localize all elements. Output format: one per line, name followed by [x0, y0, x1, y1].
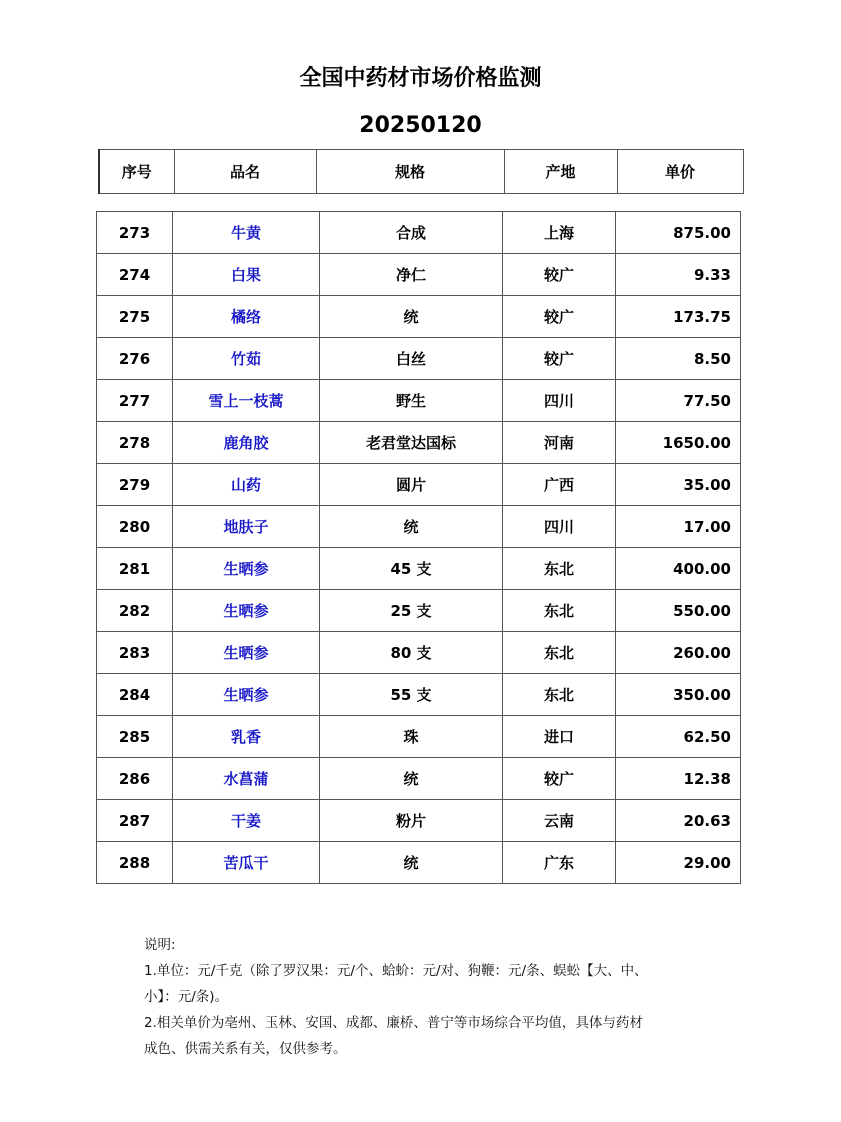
cell-price: 17.00 [616, 506, 741, 548]
cell-seq: 281 [97, 548, 173, 590]
header-row [99, 150, 743, 194]
cell-spec: 老君堂达国标 [320, 422, 503, 464]
cell-name: 橘络 [173, 296, 320, 338]
cell-origin: 东北 [503, 632, 616, 674]
table-row [97, 758, 741, 800]
cell-spec: 合成 [320, 212, 503, 254]
cell-price: 875.00 [616, 212, 741, 254]
cell-spec: 45 支 [320, 548, 503, 590]
cell-price: 20.63 [616, 800, 741, 842]
cell-seq: 284 [97, 674, 173, 716]
cell-spec: 25 支 [320, 590, 503, 632]
cell-origin: 较广 [503, 758, 616, 800]
notes-line: 成色、供需关系有关，仅供参考。 [144, 1041, 347, 1057]
cell-spec: 80 支 [320, 632, 503, 674]
cell-spec: 统 [320, 296, 503, 338]
cell-name: 雪上一枝蒿 [173, 380, 320, 422]
table-header [98, 149, 744, 194]
cell-origin: 较广 [503, 338, 616, 380]
table-row [97, 674, 741, 716]
cell-price: 550.00 [616, 590, 741, 632]
cell-name: 生晒参 [173, 590, 320, 632]
cell-price: 1650.00 [616, 422, 741, 464]
table-row [97, 800, 741, 842]
table-row [97, 254, 741, 296]
cell-spec: 55 支 [320, 674, 503, 716]
cell-name: 白果 [173, 254, 320, 296]
cell-origin: 东北 [503, 590, 616, 632]
notes-line: 2.相关单价为亳州、玉林、安国、成都、廉桥、普宁等市场综合平均值，具体与药材 [144, 1015, 643, 1031]
table-row [97, 380, 741, 422]
cell-origin: 东北 [503, 548, 616, 590]
cell-price: 9.33 [616, 254, 741, 296]
cell-price: 173.75 [616, 296, 741, 338]
cell-spec: 粉片 [320, 800, 503, 842]
cell-origin: 广西 [503, 464, 616, 506]
cell-spec: 圆片 [320, 464, 503, 506]
table-row [97, 296, 741, 338]
cell-origin: 进口 [503, 716, 616, 758]
cell-seq: 280 [97, 506, 173, 548]
notes-line: 小】：元/条)。 [144, 989, 229, 1005]
cell-price: 8.50 [616, 338, 741, 380]
cell-price: 62.50 [616, 716, 741, 758]
table-row [97, 212, 741, 254]
cell-origin: 四川 [503, 506, 616, 548]
cell-origin: 云南 [503, 800, 616, 842]
cell-price: 12.38 [616, 758, 741, 800]
table-row [97, 506, 741, 548]
cell-origin: 河南 [503, 422, 616, 464]
cell-name: 竹茹 [173, 338, 320, 380]
cell-name: 干姜 [173, 800, 320, 842]
notes [144, 932, 704, 1062]
table-row [97, 632, 741, 674]
header-origin: 产地 [504, 150, 617, 194]
cell-price: 77.50 [616, 380, 741, 422]
table-row [97, 590, 741, 632]
cell-seq: 278 [97, 422, 173, 464]
cell-seq: 273 [97, 212, 173, 254]
cell-spec: 珠 [320, 716, 503, 758]
cell-name: 水菖蒲 [173, 758, 320, 800]
cell-origin: 较广 [503, 254, 616, 296]
header-name: 品名 [174, 150, 316, 194]
cell-name: 生晒参 [173, 674, 320, 716]
table-row [97, 716, 741, 758]
page-title: 全国中药材市场价格监测 [299, 66, 542, 91]
cell-price: 260.00 [616, 632, 741, 674]
cell-seq: 279 [97, 464, 173, 506]
cell-name: 生晒参 [173, 632, 320, 674]
cell-origin: 东北 [503, 674, 616, 716]
cell-name: 山药 [173, 464, 320, 506]
cell-price: 400.00 [616, 548, 741, 590]
table-row [97, 422, 741, 464]
cell-seq: 275 [97, 296, 173, 338]
cell-spec: 野生 [320, 380, 503, 422]
header-seq: 序号 [99, 150, 174, 194]
cell-name: 牛黄 [173, 212, 320, 254]
cell-name: 地肤子 [173, 506, 320, 548]
header-price: 单价 [617, 150, 743, 194]
cell-name: 生晒参 [173, 548, 320, 590]
table-row [97, 842, 741, 884]
header-spec: 规格 [316, 150, 504, 194]
cell-spec: 净仁 [320, 254, 503, 296]
table-row [97, 338, 741, 380]
price-table [96, 211, 741, 884]
cell-seq: 274 [97, 254, 173, 296]
cell-spec: 统 [320, 842, 503, 884]
cell-origin: 四川 [503, 380, 616, 422]
cell-seq: 282 [97, 590, 173, 632]
cell-spec: 统 [320, 758, 503, 800]
cell-price: 35.00 [616, 464, 741, 506]
cell-name: 鹿角胶 [173, 422, 320, 464]
cell-price: 29.00 [616, 842, 741, 884]
notes-heading: 说明: [144, 937, 176, 953]
cell-seq: 277 [97, 380, 173, 422]
cell-spec: 白丝 [320, 338, 503, 380]
notes-line: 1.单位：元/千克（除了罗汉果：元/个、蛤蚧：元/对、狗鞭：元/条、蜈蚣【大、中、 [144, 963, 648, 979]
cell-seq: 287 [97, 800, 173, 842]
cell-name: 苦瓜干 [173, 842, 320, 884]
cell-origin: 上海 [503, 212, 616, 254]
cell-origin: 广东 [503, 842, 616, 884]
table-row [97, 464, 741, 506]
cell-seq: 288 [97, 842, 173, 884]
cell-seq: 285 [97, 716, 173, 758]
report-date: 20250120 [359, 113, 482, 138]
cell-seq: 276 [97, 338, 173, 380]
cell-origin: 较广 [503, 296, 616, 338]
cell-spec: 统 [320, 506, 503, 548]
cell-price: 350.00 [616, 674, 741, 716]
cell-seq: 286 [97, 758, 173, 800]
cell-name: 乳香 [173, 716, 320, 758]
table-row [97, 548, 741, 590]
cell-seq: 283 [97, 632, 173, 674]
